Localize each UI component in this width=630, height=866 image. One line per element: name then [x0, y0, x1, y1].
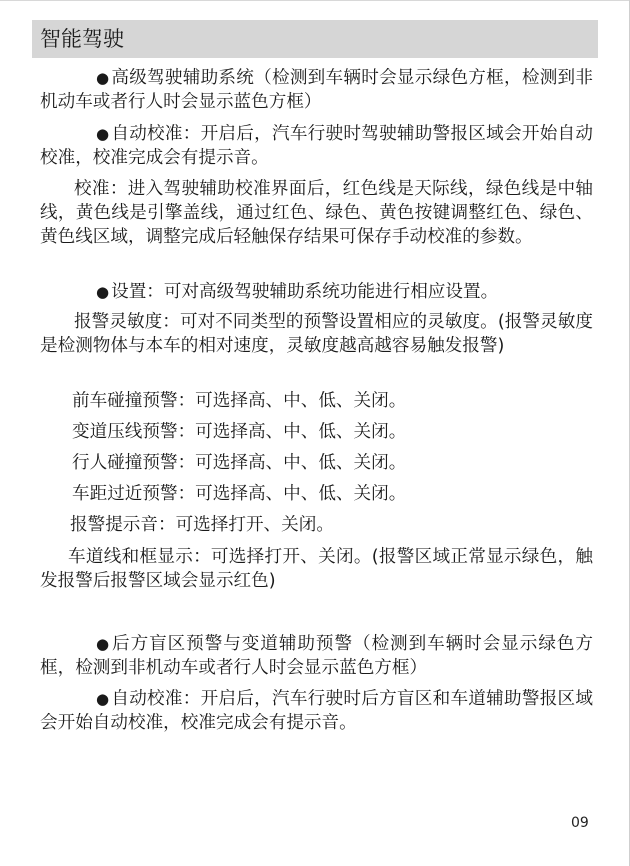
lane-box-display-paragraph — [40, 545, 593, 593]
bullet-icon: ● — [96, 690, 110, 708]
bullet-icon: ● — [96, 635, 110, 653]
bullet-icon: ● — [96, 69, 110, 87]
adas-calibration-text: 校准：进入驾驶辅助校准界面后，红色线是天际线，绿色线是中轴线，黄色线是引擎盖线，通过红色、绿色、黄色按键调整红色、绿色、黄色线区域，调整完成后轻触保存结果可保存手动校准的参数。 — [40, 179, 593, 247]
page-number: 09 — [571, 815, 589, 831]
adas-intro-paragraph — [40, 66, 593, 114]
adas-sensitivity-text: 报警灵敏度：可对不同类型的预警设置相应的灵敏度。(报警灵敏度是检测物体与本车的相对速度，灵敏度越高越容易触发报警) — [40, 312, 593, 356]
section-title: 智能驾驶 — [40, 27, 124, 51]
following-distance-option: 车距过近预警：可选择高、中、低、关闭。 — [72, 484, 407, 504]
bullet-icon: ● — [96, 125, 110, 143]
forward-collision-option: 前车碰撞预警：可选择高、中、低、关闭。 — [72, 391, 407, 411]
blind-spot-intro-paragraph — [40, 632, 593, 680]
adas-settings-paragraph — [40, 280, 593, 304]
adas-calibration-paragraph — [40, 177, 593, 249]
section-header — [32, 20, 598, 58]
blind-spot-auto-calibration-text: 自动校准：开启后，汽车行驶时后方盲区和车道辅助警报区域会开始自动校准，校准完成会有提示音。 — [40, 689, 593, 733]
pedestrian-collision-option: 行人碰撞预警：可选择高、中、低、关闭。 — [72, 453, 407, 473]
adas-sensitivity-paragraph — [40, 310, 593, 358]
adas-settings-text: 设置：可对高级驾驶辅助系统功能进行相应设置。 — [111, 282, 499, 302]
adas-auto-calibration-paragraph — [40, 122, 593, 170]
alarm-sound-option: 报警提示音：可选择打开、关闭。 — [70, 515, 334, 535]
adas-intro-text: 高级驾驶辅助系统（检测到车辆时会显示绿色方框，检测到非机动车或者行人时会显示蓝色方框） — [40, 68, 593, 112]
adas-auto-calibration-text: 自动校准：开启后，汽车行驶时驾驶辅助警报区域会开始自动校准，校准完成会有提示音。 — [40, 124, 593, 168]
lane-departure-option: 变道压线预警：可选择高、中、低、关闭。 — [72, 422, 407, 442]
blind-spot-auto-calibration-paragraph — [40, 687, 593, 735]
page-border-top — [0, 0, 630, 1]
blind-spot-intro-text: 后方盲区预警与变道辅助预警（检测到车辆时会显示绿色方框，检测到非机动车或者行人时会显示蓝色方框） — [40, 634, 593, 678]
bullet-icon: ● — [96, 283, 110, 301]
lane-box-display-text: 车道线和框显示：可选择打开、关闭。(报警区域正常显示绿色，触发报警后报警区域会显示红色) — [40, 547, 593, 591]
